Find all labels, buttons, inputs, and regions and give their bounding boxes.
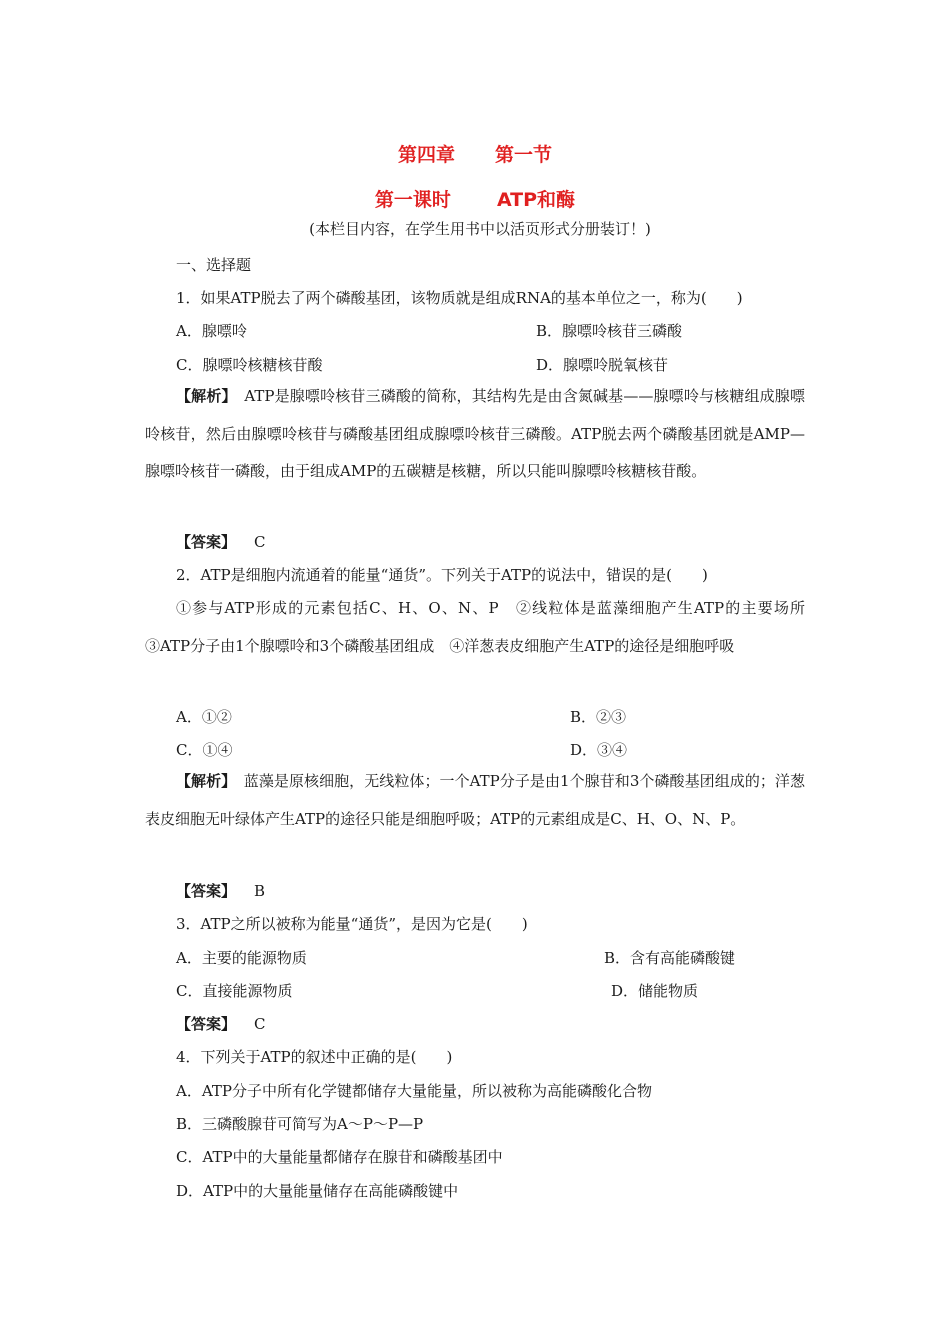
q1-analysis-label: 【解析】 — [176, 387, 230, 405]
q2-option-c: C．①④ — [176, 741, 233, 759]
q1-answer-value: C — [254, 533, 266, 551]
q1-analysis-text: ATP是腺嘌呤核苷三磷酸的简称，其结构先是由含氮碱基——腺嘌呤与核糖组成腺嘌呤核苷，然后由腺嘌呤核苷与磷酸基团组成腺嘌呤核苷三磷酸。ATP脱去两个磷酸基团就是AMP—腺嘌呤核苷一磷酸，由于组成AMP的五碳糖是核糖，所以只能叫腺嘌呤核糖核苷酸。 — [145, 387, 805, 480]
q4-option-b: B．三磷酸腺苷可简写为A～P～P—P — [176, 1115, 424, 1133]
q2-answer — [176, 880, 265, 902]
q2-answer-value: B — [254, 882, 266, 900]
q4-option-a: A．ATP分子中所有化学键都储存大量能量，所以被称为高能磷酸化合物 — [176, 1082, 652, 1100]
q1-answer-label: 【答案】 — [176, 533, 237, 551]
q2-stem: 2．ATP是细胞内流通着的能量“通货”。下列关于ATP的说法中，错误的是( ) — [176, 566, 708, 584]
q1-stem: 1．如果ATP脱去了两个磷酸基团，该物质就是组成RNA的基本单位之一，称为( ) — [176, 289, 743, 307]
q2-option-b: B．②③ — [570, 708, 627, 726]
q4-option-c: C．ATP中的大量能量都储存在腺苷和磷酸基团中 — [176, 1148, 503, 1166]
lesson-label: 第一课时 — [374, 189, 451, 211]
q3-option-d: D．储能物质 — [611, 982, 699, 1000]
binding-note: (本栏目内容，在学生用书中以活页形式分册装订！) — [309, 220, 651, 238]
q1-option-c: C．腺嘌呤核糖核苷酸 — [176, 356, 323, 374]
q2-analysis-text: 蓝藻是原核细胞，无线粒体；一个ATP分子是由1个腺苷和3个磷酸基团组成的；洋葱表皮细胞无叶绿体产生ATP的途径只能是细胞呼吸；ATP的元素组成是C、H、O、N、P。 — [145, 772, 805, 828]
q3-option-a: A．主要的能源物质 — [176, 949, 307, 967]
q2-option-a: A．①② — [176, 708, 232, 726]
section-label: 第一节 — [495, 144, 553, 166]
q3-answer — [176, 1013, 266, 1035]
topic-label: ATP和酶 — [496, 189, 576, 211]
lesson-title — [0, 188, 950, 212]
q4-option-d: D．ATP中的大量能量储存在高能磷酸键中 — [176, 1182, 459, 1200]
q2-answer-label: 【答案】 — [176, 882, 237, 900]
q3-stem: 3．ATP之所以被称为能量“通货”，是因为它是( ) — [176, 915, 528, 933]
q1-answer — [176, 531, 266, 553]
q4-stem: 4．下列关于ATP的叙述中正确的是( ) — [176, 1048, 453, 1066]
q2-option-d: D．③④ — [570, 741, 628, 759]
q1-analysis — [145, 378, 805, 491]
q2-analysis-label: 【解析】 — [176, 772, 229, 790]
q1-option-a: A．腺嘌呤 — [176, 322, 247, 340]
chapter-title — [0, 143, 950, 167]
q3-option-c: C．直接能源物质 — [176, 982, 293, 1000]
q3-option-b: B．含有高能磷酸键 — [604, 949, 736, 967]
q2-statements: ①参与ATP形成的元素包括C、H、O、N、P ②线粒体是蓝藻细胞产生ATP的主要场所 ③ATP分子由1个腺嘌呤和3个磷酸基团组成 ④洋葱表皮细胞产生ATP的途径是细胞呼吸 — [145, 599, 821, 655]
q3-answer-value: C — [254, 1015, 266, 1033]
section-heading: 一、选择题 — [176, 256, 252, 274]
q2-analysis — [145, 763, 805, 838]
q1-option-d: D．腺嘌呤脱氧核苷 — [536, 356, 669, 374]
q3-answer-label: 【答案】 — [176, 1015, 237, 1033]
chapter-label: 第四章 — [397, 144, 455, 166]
q1-option-b: B．腺嘌呤核苷三磷酸 — [536, 322, 683, 340]
